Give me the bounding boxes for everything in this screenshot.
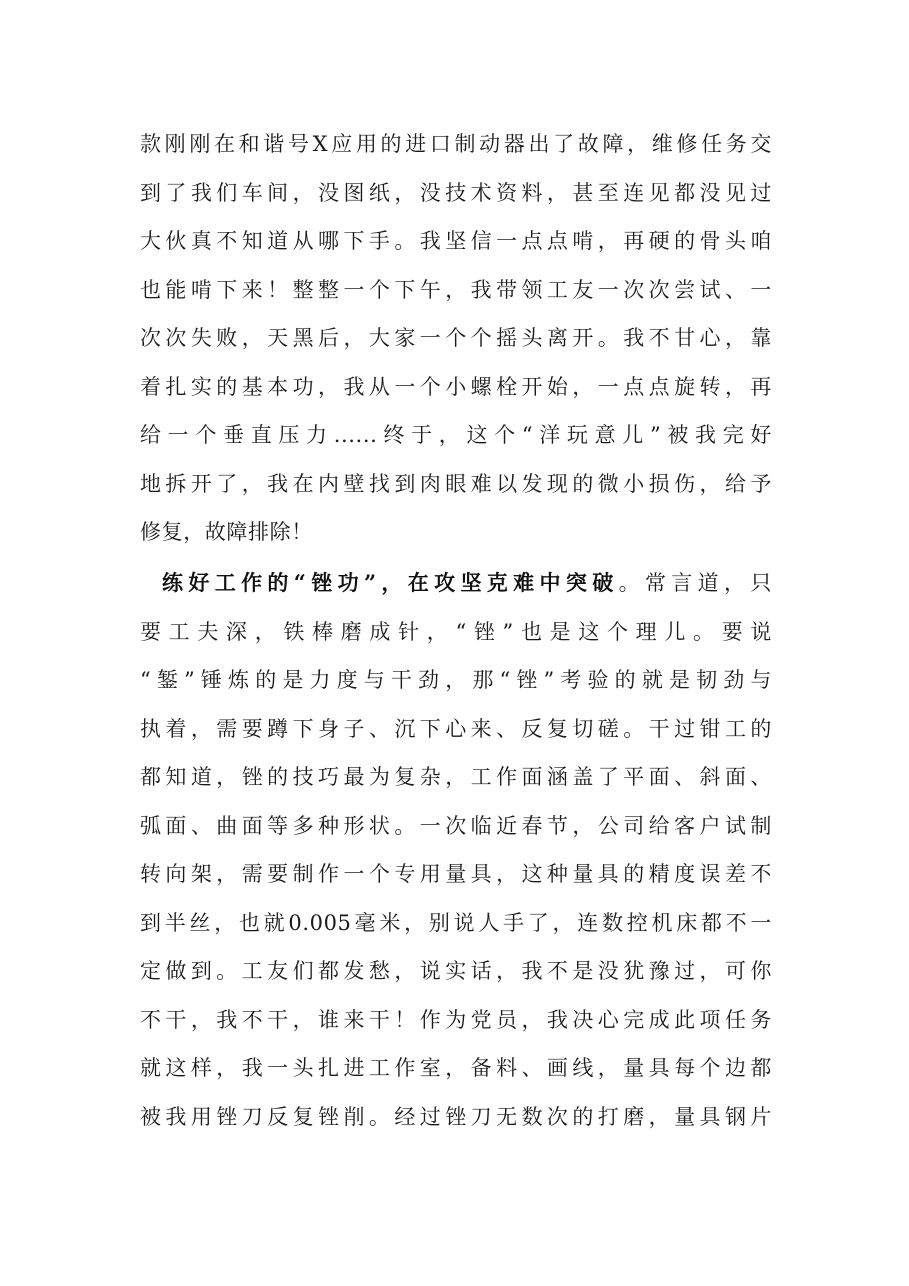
paragraph-line: 转向架，需要制作一个专用量具，这种量具的精度误差不 [140, 862, 772, 886]
paragraph-line: 不干，我不干，谁来干！作为党员，我决心完成此项任务 [140, 1007, 772, 1032]
paragraph-line: 款刚刚在和谐号X应用的进口制动器出了故障，维修任务交 [140, 132, 772, 156]
paragraph-first-line [140, 559, 772, 608]
paragraph-line: 都知道，锉的技巧最为复杂，工作面涵盖了平面、斜面、 [140, 765, 772, 789]
paragraph-line: 要工夫深，铁棒磨成针，“锉”也是这个理儿。要说 [140, 619, 772, 644]
paragraph-file-skill [140, 559, 772, 1141]
paragraph-line: 给一个垂直压力......终于，这个“洋玩意儿”被我完好 [140, 423, 772, 447]
paragraph-line: 被我用锉刀反复锉削。经过锉刀无数次的打磨，量具钢片 [140, 1104, 772, 1129]
paragraph-line: 定做到。工友们都发愁，说实话，我不是没犹豫过，可你 [140, 959, 772, 983]
paragraph-line: 地拆开了，我在内壁找到肉眼难以发现的微小损伤，给予 [140, 471, 772, 496]
first-line-rest: 。常言道，只 [618, 571, 772, 595]
paragraph-line: 次次失败，天黑后，大家一个个摇头离开。我不甘心，靠 [140, 326, 772, 350]
paragraph-line: 就这样，我一头扎进工作室，备料、画线，量具每个边都 [140, 1056, 772, 1080]
paragraph-line: 弧面、曲面等多种形状。一次临近春节，公司给客户试制 [140, 813, 772, 838]
paragraph-line: 大伙真不知道从哪下手。我坚信一点点啃，再硬的骨头咱 [140, 229, 772, 253]
paragraph-line: 到了我们车间，没图纸，没技术资料，甚至连见都没见过 [140, 180, 772, 205]
paragraph-brake-repair [140, 120, 772, 557]
paragraph-line: 也能啃下来！整整一个下午，我带领工友一次次尝试、一 [140, 277, 772, 302]
paragraph-line: 到半丝，也就0.005毫米，别说人手了，连数控机床都不一 [140, 910, 772, 935]
paragraph-line: 修复，故障排除！ [140, 520, 313, 544]
paragraph-line: 执着，需要蹲下身子、沉下心来、反复切磋。干过钳工的 [140, 716, 772, 741]
paragraph-line: “錾”锤炼的是力度与干劲，那“锉”考验的就是韧劲与 [140, 668, 772, 692]
paragraph-line: 着扎实的基本功，我从一个小螺栓开始，一点点旋转，再 [140, 374, 772, 399]
section-heading: 练好工作的“锉功”，在攻坚克难中突破 [162, 570, 619, 595]
